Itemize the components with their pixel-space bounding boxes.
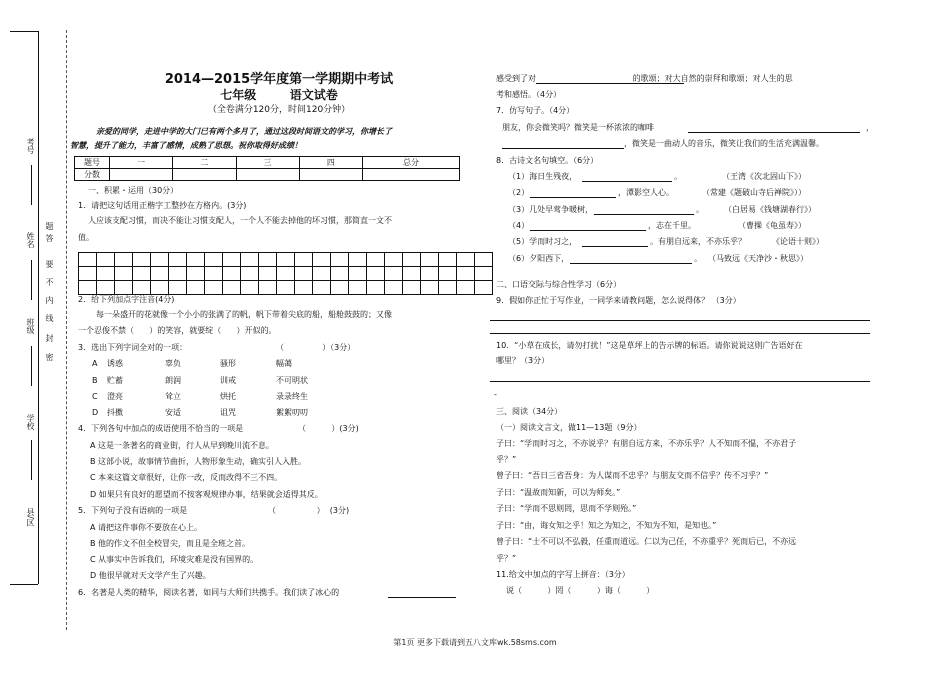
writing-grid-cell[interactable] — [133, 267, 151, 281]
q8-item-5-source: 《论语十则》） — [772, 237, 824, 246]
q8-item-4-start: （4） — [508, 221, 530, 230]
margin-char-ti: 题 — [45, 222, 54, 230]
q9-prompt: 9．假如你正忙于写作业，一同学来请教问题，怎么说得体？ （3分） — [496, 296, 741, 305]
margin-exam-number: 考号 — [26, 138, 35, 154]
writing-grid-cell[interactable] — [205, 281, 223, 295]
exam-subtitle: 七年级 语文试卷 — [220, 88, 338, 102]
writing-grid-cell[interactable] — [97, 281, 115, 295]
score-head-label: 题号 — [75, 157, 110, 169]
q3-option-b-word: 贮蓄 — [107, 376, 123, 385]
writing-grid-cell[interactable] — [241, 281, 259, 295]
writing-grid-cell[interactable] — [349, 267, 367, 281]
margin-char-yao: 要 — [45, 260, 54, 268]
seal-line — [66, 30, 67, 630]
score-head-total: 总分 — [363, 157, 460, 169]
writing-grid-cell[interactable] — [457, 253, 475, 267]
writing-grid-cell[interactable] — [421, 253, 439, 267]
section-1-heading: 一、积累・运用（30分） — [88, 186, 179, 195]
intro-line-2: 智慧，提升了能力，丰富了感情，成熟了思想。祝你取得好成绩！ — [70, 140, 302, 150]
writing-grid-cell[interactable] — [277, 253, 295, 267]
writing-grid-cell[interactable] — [403, 281, 421, 295]
writing-grid-cell[interactable] — [79, 281, 97, 295]
score-cell-3 — [236, 169, 299, 181]
writing-grid-cell[interactable] — [133, 281, 151, 295]
margin-school: 学校 — [26, 414, 35, 430]
q8-item-2-source: （常建《题破山寺后禅院》）） — [702, 188, 806, 197]
q8-prompt: 8．古诗文名句填空。（6分） — [496, 156, 599, 165]
classical-text-line: 子曰：“温故而知新，可以为师矣。” — [496, 488, 621, 497]
q7-prompt: 7．仿写句子。（4分） — [496, 106, 575, 115]
writing-grid-cell[interactable] — [439, 281, 457, 295]
writing-grid-cell[interactable] — [367, 253, 385, 267]
score-cell-total — [363, 169, 460, 181]
writing-grid-cell[interactable] — [223, 253, 241, 267]
writing-grid-cell[interactable] — [277, 267, 295, 281]
margin-solid-line — [38, 31, 39, 584]
q8-item-6-source: （马致远《天净沙・秋思》） — [708, 254, 808, 263]
writing-grid-cell[interactable] — [151, 281, 169, 295]
score-head-4: 四 — [299, 157, 362, 169]
q4-option-c: C 本来这篇文章很好，让你一改，反而改得不三不四。 — [90, 473, 283, 482]
q3-option-d-word: 诅咒 — [220, 408, 236, 417]
margin-char-xian: 线 — [45, 314, 54, 322]
margin-top-line — [10, 31, 38, 32]
writing-grid-cell[interactable] — [313, 253, 331, 267]
margin-name: 姓名 — [26, 232, 35, 248]
margin-class: 班级 — [26, 318, 35, 334]
reading-1-heading: （一）阅读文言文，做11—13题（9分） — [496, 423, 642, 432]
class-blank — [31, 346, 32, 386]
q5-option-d: D 他很早就对天文学产生了兴趣。 — [90, 571, 211, 580]
q3-option-a-word: 幅蔼 — [276, 359, 292, 368]
writing-grid-cell[interactable] — [421, 281, 439, 295]
score-head-2: 二 — [173, 157, 236, 169]
margin-bottom-line — [10, 584, 38, 585]
q8-item-5-blank[interactable] — [582, 246, 648, 247]
classical-text-line: 乎？” — [496, 455, 517, 464]
section-3-heading: 三、阅读（34分） — [496, 407, 563, 416]
q6-blank-2[interactable] — [536, 83, 684, 84]
writing-grid-cell[interactable] — [421, 267, 439, 281]
writing-grid-cell[interactable] — [241, 267, 259, 281]
q8-item-2-end: ，潭影空人心。 — [618, 188, 674, 197]
q5-option-b: B 他的作文不但全校冒尖，而且是全班之首。 — [90, 539, 251, 548]
margin-char-feng: 封 — [45, 334, 54, 342]
exam-number-blank — [31, 165, 32, 205]
q5-answer-blank[interactable]: （ ） (3分) — [268, 506, 350, 515]
writing-grid-cell[interactable] — [331, 267, 349, 281]
name-blank — [31, 260, 32, 300]
q3-option-d-word: 抖擞 — [107, 408, 123, 417]
score-head-3: 三 — [236, 157, 299, 169]
q3-option-d-word: 絮絮叨叨 — [276, 408, 308, 417]
q3-option-b-word: 不可明状 — [276, 376, 308, 385]
writing-grid-cell[interactable] — [115, 253, 133, 267]
writing-grid-cell[interactable] — [475, 253, 493, 267]
q3-option-b-word: 朗润 — [165, 376, 181, 385]
writing-grid-cell[interactable] — [187, 281, 205, 295]
writing-grid-cell[interactable] — [169, 267, 187, 281]
q8-item-3-source: （白居易《钱塘湖春行》） — [724, 205, 816, 214]
writing-grid-cell[interactable] — [385, 281, 403, 295]
q3-prompt: 3．选出下列字词全对的一项： — [78, 343, 188, 352]
writing-grid-cell[interactable] — [385, 253, 403, 267]
q8-item-1-blank[interactable] — [582, 181, 672, 182]
writing-grid[interactable] — [78, 252, 493, 295]
section-2-heading: 二、口语交际与综合性学习（6分） — [496, 280, 622, 289]
writing-grid-cell[interactable] — [349, 281, 367, 295]
classical-text-line: 曾子曰：“吾日三省吾身：为人谋而不忠乎？与朋友交而不信乎？传不习乎？” — [496, 471, 769, 480]
q3-option-d-letter[interactable]: D — [92, 408, 99, 417]
q3-option-b-letter[interactable]: B — [92, 376, 98, 385]
school-blank — [31, 440, 32, 480]
q3-option-a-word: 骚形 — [220, 359, 236, 368]
score-cell-4 — [299, 169, 362, 181]
q8-item-4-end: ，志在千里。 — [648, 221, 696, 230]
writing-grid-cell[interactable] — [367, 281, 385, 295]
writing-grid-row — [79, 267, 493, 281]
q5-option-a: A 请把这件事你不要放在心上。 — [90, 523, 203, 532]
stray-dash: - — [494, 390, 497, 399]
margin-district: 县/区 — [26, 508, 35, 527]
q6-continued-2: 考和感悟。（4分） — [496, 90, 562, 99]
q3-option-a-word: 诱惑 — [107, 359, 123, 368]
q8-item-4-blank[interactable] — [530, 230, 646, 231]
classical-text-line: 曾子曰：“士不可以不弘毅，任重而道远。仁以为己任，不亦重乎？死而后已，不亦远 — [496, 537, 797, 546]
score-cell-1 — [110, 169, 173, 181]
q3-option-b-word: 训戒 — [220, 376, 236, 385]
q7-comma: ， — [866, 123, 874, 132]
writing-grid-cell[interactable] — [439, 253, 457, 267]
q3-option-c-word: 录录终生 — [276, 392, 308, 401]
writing-grid-cell[interactable] — [97, 253, 115, 267]
q8-item-1-source: （王湾《次北固山下》） — [722, 172, 806, 181]
margin-char-mi: 密 — [45, 353, 54, 361]
q8-item-2-blank[interactable] — [530, 197, 616, 198]
q6-prompt: 6．名著是人类的精华，阅读名著，如同与大师们共携手。我们读了冰心的 — [78, 588, 340, 597]
score-row-label: 分数 — [75, 169, 110, 181]
score-cell-2 — [173, 169, 236, 181]
q1-text-2: 值。 — [78, 233, 94, 242]
q8-item-3-blank[interactable] — [594, 214, 694, 215]
q5-prompt: 5．下列句子没有语病的一项是 — [78, 506, 188, 515]
writing-grid-cell[interactable] — [313, 281, 331, 295]
q7-blank-1[interactable] — [688, 132, 860, 133]
classical-text-line: 子曰：“由，诲女知之乎！知之为知之，不知为不知，是知也。” — [496, 521, 717, 530]
writing-grid-row — [79, 281, 493, 295]
writing-grid-cell[interactable] — [295, 281, 313, 295]
q4-prompt: 4．下列各句中加点的成语使用不恰当的一项是 — [78, 424, 244, 433]
margin-char-da: 答 — [45, 234, 54, 242]
q9-answer-line-1[interactable] — [490, 320, 870, 321]
score-head-1: 一 — [110, 157, 173, 169]
q3-option-c-word: 耸立 — [165, 392, 181, 401]
q4-option-d: D 如果只有良好的愿望而不按客观规律办事，结果就会适得其反。 — [90, 490, 323, 499]
q6-blank-1[interactable] — [388, 597, 456, 598]
q3-option-d-word: 安适 — [165, 408, 181, 417]
writing-grid-cell[interactable] — [187, 253, 205, 267]
q8-item-6-start: （6）夕阳西下， — [508, 254, 570, 263]
writing-grid-cell[interactable] — [331, 281, 349, 295]
writing-grid-cell[interactable] — [223, 281, 241, 295]
writing-grid-cell[interactable] — [133, 253, 151, 267]
q8-item-6-blank[interactable] — [570, 263, 692, 264]
full-marks: （全卷满分120分，时间120分钟） — [207, 105, 351, 115]
q3-option-a-letter[interactable]: A — [92, 359, 98, 368]
writing-grid-cell[interactable] — [259, 253, 277, 267]
q8-item-1-start: （1）海日生残夜， — [508, 172, 578, 181]
classical-text-line: 乎？” — [496, 554, 517, 563]
q5-option-c: C 从事实中告诉我们，环境灾难是没有国界的。 — [90, 555, 259, 564]
q10-line-1: 10．“小草在成长，请勿打扰！”这是草坪上的告示牌的标语。请你说说这则广告语好在 — [496, 341, 803, 350]
writing-grid-cell[interactable] — [187, 267, 205, 281]
q8-item-1-end: 。 — [674, 172, 682, 181]
writing-grid-cell[interactable] — [115, 267, 133, 281]
writing-grid-cell[interactable] — [457, 281, 475, 295]
q8-item-3-start: （3）几处早莺争暖树， — [508, 205, 594, 214]
writing-grid-cell[interactable] — [295, 267, 313, 281]
writing-grid-cell[interactable] — [295, 253, 313, 267]
q8-item-2-start: （2） — [508, 188, 530, 197]
writing-grid-cell[interactable] — [115, 281, 133, 295]
writing-grid-cell[interactable] — [169, 253, 187, 267]
q9-answer-line-2[interactable] — [490, 333, 870, 334]
intro-line-1: 亲爱的同学，走进中学的大门已有两个多月了，通过这段时间语文的学习，你增长了 — [96, 126, 392, 136]
q7-blank-2[interactable] — [502, 148, 624, 149]
q1-prompt: 1．请把这句话用正楷字工整抄在方格内。(3分) — [78, 201, 247, 210]
writing-grid-cell[interactable] — [331, 253, 349, 267]
exam-title: 2014—2015学年度第一学期期中考试 — [164, 72, 394, 87]
writing-grid-cell[interactable] — [169, 281, 187, 295]
q1-text-1: 人应该支配习惯，而决不能让习惯支配人，一个人不能去掉他的坏习惯，那简直一文不 — [88, 216, 392, 225]
writing-grid-cell[interactable] — [439, 267, 457, 281]
q11-prompt: 11.给文中加点的字写上拼音：（3分） — [496, 570, 630, 579]
q6-continued-1: 感受到了对 的歌颂；对大自然的崇拜和歌颂；对人生的思 — [496, 74, 793, 83]
writing-grid-cell[interactable] — [223, 267, 241, 281]
writing-grid-cell[interactable] — [367, 267, 385, 281]
writing-grid-cell[interactable] — [313, 267, 331, 281]
classical-text-line: 子曰：“学而不思则罔，思而不学则殆。” — [496, 504, 637, 513]
q2-text-2: 一个忍俊不禁（ ）的笑容，就要绽（ ）开似的。 — [78, 326, 277, 335]
q3-option-c-letter[interactable]: C — [92, 392, 98, 401]
q4-option-b: B 这部小说，故事情节曲折，人物形象生动，确实引人入胜。 — [90, 457, 307, 466]
margin-char-nei: 内 — [45, 296, 54, 304]
q4-option-a: A 这是一条著名的商业街，行人从早到晚川流不息。 — [90, 441, 275, 450]
q4-answer-blank[interactable]: （ ）(3分) — [298, 424, 359, 433]
writing-grid-cell[interactable] — [79, 267, 97, 281]
writing-grid-cell[interactable] — [205, 253, 223, 267]
writing-grid-cell[interactable] — [349, 253, 367, 267]
writing-grid-cell[interactable] — [475, 267, 493, 281]
writing-grid-cell[interactable] — [79, 253, 97, 267]
score-table — [74, 156, 460, 181]
q8-item-3-end: 。 — [696, 205, 704, 214]
writing-grid-cell[interactable] — [97, 267, 115, 281]
q3-option-a-word: 辜负 — [165, 359, 181, 368]
q2-text-1: 每一朵盛开的花就像一个小小的张满了的帆，帆下带着尖底的船，船舱鼓鼓的；又像 — [96, 310, 392, 319]
q8-item-5-start: （5）学而时习之， — [508, 237, 578, 246]
page-footer: 第1页 更多下载请到五八文库wk.58sms.com — [393, 638, 557, 647]
q8-item-6-end: 。 — [694, 254, 702, 263]
q3-option-c-word: 澄亮 — [107, 392, 123, 401]
writing-grid-cell[interactable] — [241, 253, 259, 267]
writing-grid-cell[interactable] — [403, 253, 421, 267]
q8-item-4-source: （曹操《龟虽寿》） — [738, 221, 806, 230]
writing-grid-row — [79, 253, 493, 267]
q10-line-2: 哪里？（3分） — [496, 356, 550, 365]
q3-option-c-word: 烘托 — [220, 392, 236, 401]
q7-line-1: 朋友，你会微笑吗？微笑是一杯浓浓的咖啡 — [502, 123, 654, 132]
writing-grid-cell[interactable] — [385, 267, 403, 281]
writing-grid-cell[interactable] — [151, 267, 169, 281]
writing-grid-cell[interactable] — [457, 267, 475, 281]
margin-char-bu: 不 — [45, 278, 54, 286]
q2-prompt: 2．给下列加点字注音(4分) — [78, 295, 175, 304]
writing-grid-cell[interactable] — [277, 281, 295, 295]
writing-grid-cell[interactable] — [205, 267, 223, 281]
writing-grid-cell[interactable] — [151, 253, 169, 267]
writing-grid-cell[interactable] — [259, 267, 277, 281]
classical-text-line: 子曰：“学而时习之，不亦说乎？有朋自远方来，不亦乐乎？人不知而不愠，不亦君子 — [496, 439, 797, 448]
q10-answer-line[interactable] — [490, 381, 870, 382]
writing-grid-cell[interactable] — [259, 281, 277, 295]
q7-line-2: ，微笑是一曲动人的音乐，微笑让我们的生活充满温馨。 — [624, 139, 824, 148]
q11-answer-slots[interactable]: 说（ ）罔（ ）诲（ ） — [506, 586, 655, 595]
writing-grid-cell[interactable] — [403, 267, 421, 281]
q8-item-5-end: 。有朋自远来，不亦乐乎？ — [650, 237, 746, 246]
writing-grid-cell[interactable] — [475, 281, 493, 295]
q3-answer-blank[interactable]: （ ）（3分） — [276, 343, 356, 352]
